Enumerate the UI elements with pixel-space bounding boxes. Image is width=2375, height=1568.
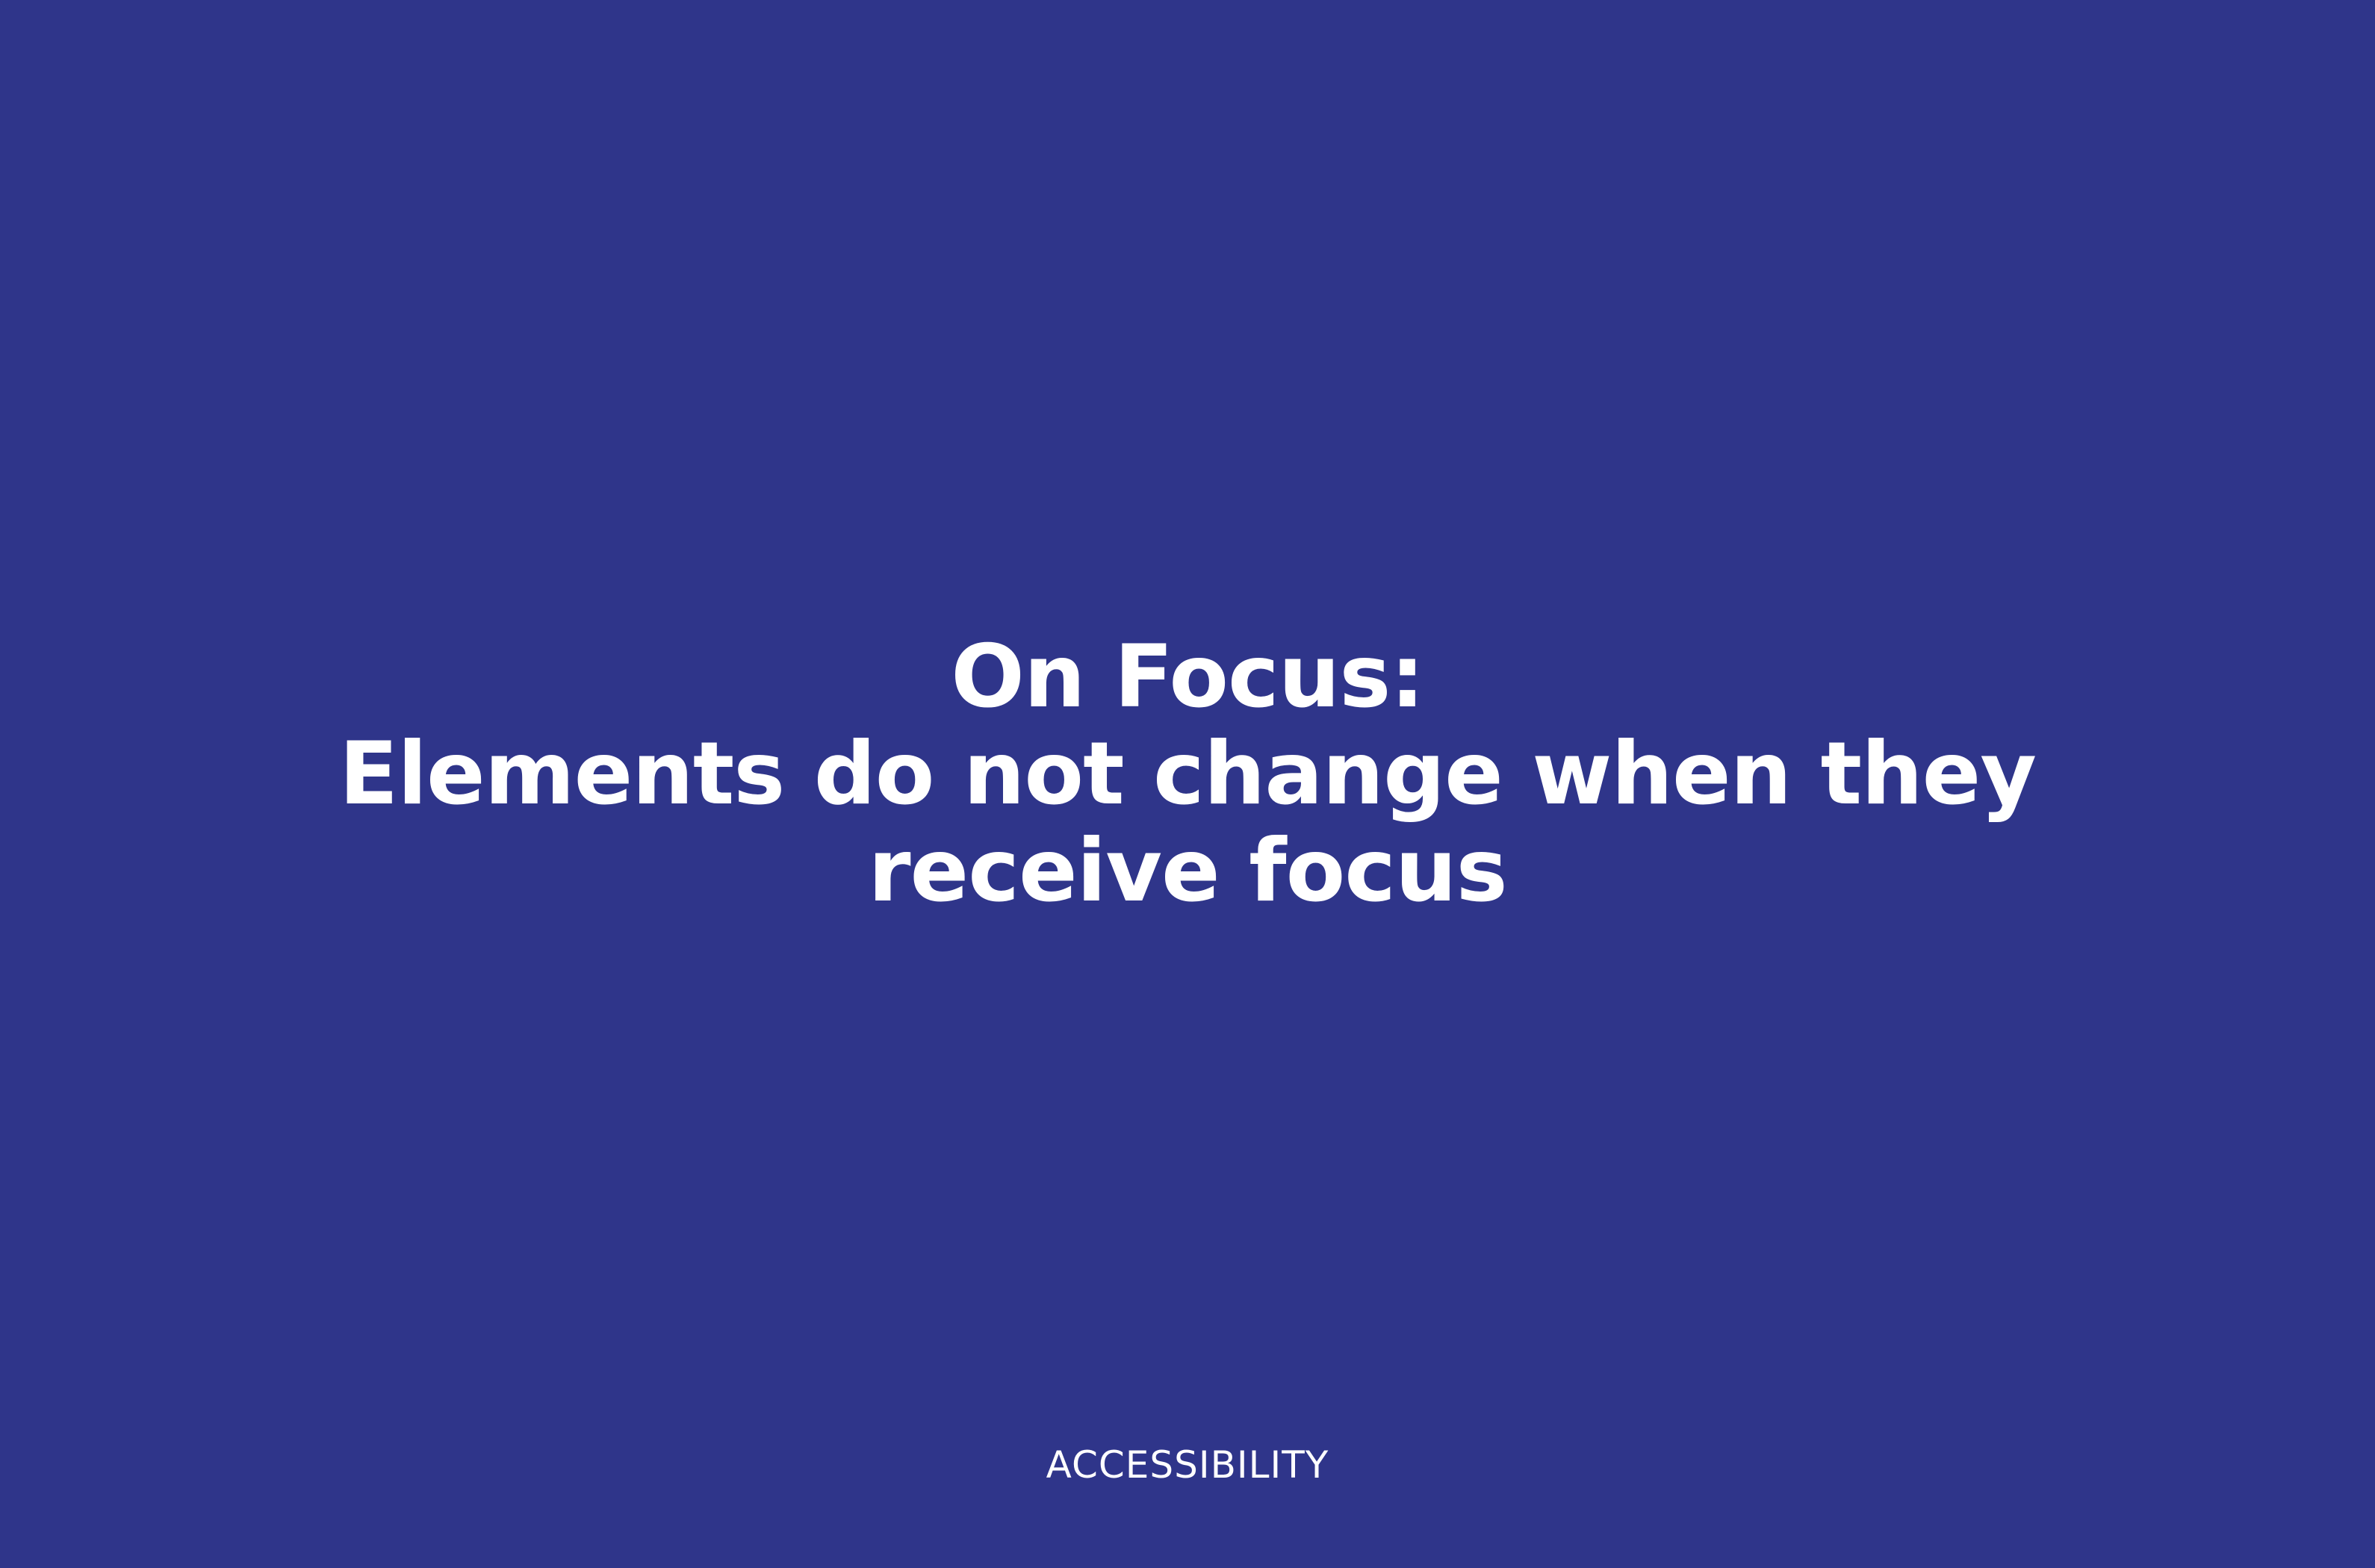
footer-label: ACCESSIBILITY bbox=[1046, 1443, 1329, 1487]
title-line-body-2: receive focus bbox=[868, 821, 1507, 921]
title-line-heading: On Focus: bbox=[951, 626, 1424, 727]
slide-title bbox=[0, 626, 2375, 921]
title-line-body-1: Elements do not change when they bbox=[339, 724, 2036, 824]
